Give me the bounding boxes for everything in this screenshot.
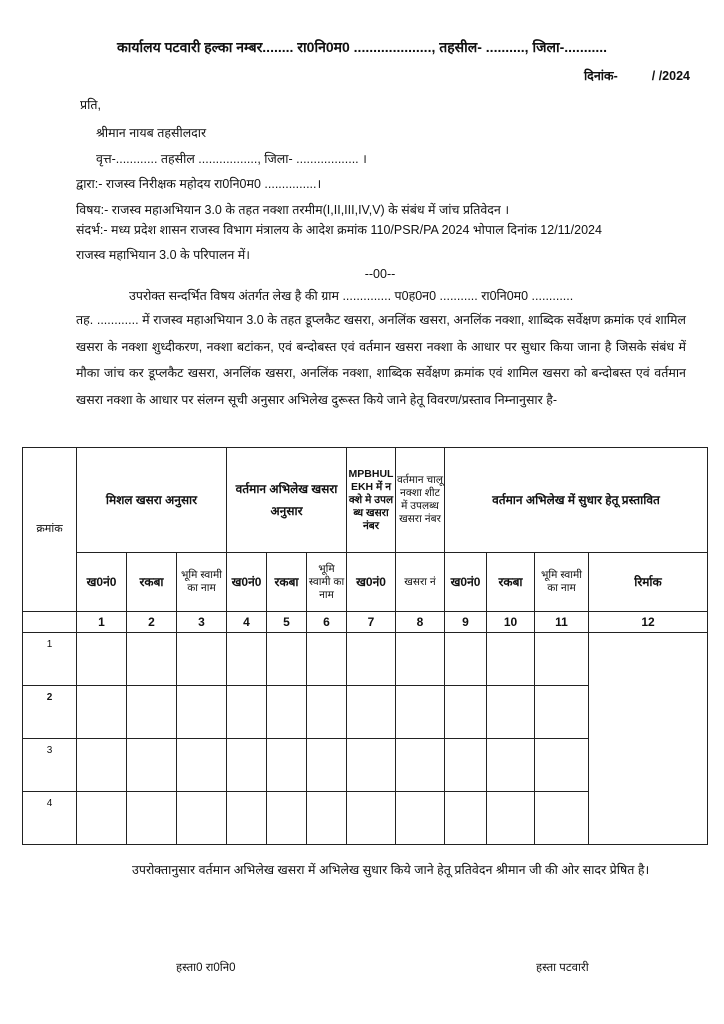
table-cell[interactable] bbox=[487, 686, 535, 739]
table-cell[interactable] bbox=[535, 739, 589, 792]
table-cell[interactable] bbox=[396, 633, 445, 686]
table-cell[interactable] bbox=[177, 686, 227, 739]
table-cell[interactable] bbox=[347, 686, 396, 739]
table-cell[interactable] bbox=[445, 739, 487, 792]
table-cell[interactable] bbox=[347, 792, 396, 845]
sub-header-1: ख0नं0 bbox=[77, 553, 127, 612]
table-cell[interactable] bbox=[127, 633, 177, 686]
sub-header-3: भूमि स्वामी का नाम bbox=[177, 553, 227, 612]
column-number: 12 bbox=[589, 612, 708, 633]
table-cell[interactable] bbox=[396, 686, 445, 739]
table-cell[interactable] bbox=[347, 633, 396, 686]
table-cell[interactable] bbox=[487, 633, 535, 686]
column-number: 2 bbox=[127, 612, 177, 633]
table-cell[interactable] bbox=[487, 792, 535, 845]
table-cell[interactable] bbox=[445, 633, 487, 686]
table-cell[interactable] bbox=[535, 686, 589, 739]
table-cell[interactable] bbox=[487, 739, 535, 792]
office-title: कार्यालय पटवारी हल्का नम्बर........ रा0नि0म0 ...................., तहसील- .........., जिला-........... bbox=[116, 39, 608, 55]
table-cell[interactable] bbox=[396, 792, 445, 845]
table-cell[interactable] bbox=[396, 739, 445, 792]
table-cell[interactable] bbox=[77, 739, 127, 792]
sub-header-6: भूमि स्वामी का नाम bbox=[307, 553, 347, 612]
closing-paragraph: उपरोक्तानुसार वर्तमान अभिलेख खसरा में अभिलेख सुधार किये जाने हेतू प्रतिवेदन श्रीमान जी की ओर सादर प्रेषित है। bbox=[132, 863, 650, 877]
table-cell[interactable] bbox=[127, 792, 177, 845]
table-cell[interactable] bbox=[267, 633, 307, 686]
signature-revenue-inspector: हस्ता0 रा0नि0 bbox=[176, 962, 236, 974]
sub-header-2: रकबा bbox=[127, 553, 177, 612]
row-serial: 1 bbox=[23, 633, 77, 686]
table-cell[interactable] bbox=[177, 739, 227, 792]
table-cell[interactable] bbox=[267, 686, 307, 739]
details-table bbox=[22, 447, 708, 845]
column-number: 4 bbox=[227, 612, 267, 633]
date-line bbox=[584, 67, 690, 84]
reference-line-continued: राजस्व महाभियान 3.0 के परिपालन में। bbox=[76, 248, 250, 262]
date-value: / /2024 bbox=[651, 69, 690, 83]
column-number: 9 bbox=[445, 612, 487, 633]
proposed-header: वर्तमान अभिलेख में सुधार हेतू प्रस्तावित bbox=[445, 448, 708, 553]
row-serial: 3 bbox=[23, 739, 77, 792]
column-number: 10 bbox=[487, 612, 535, 633]
reference-line: संदर्भ:- मध्य प्रदेश शासन राजस्व विभाग मंत्रालय के आदेश क्रमांक 110/PSR/PA 2024 भोपाल दिनांक 12/11/2024 bbox=[76, 223, 602, 237]
table-cell[interactable] bbox=[127, 739, 177, 792]
mishal-header: मिशल खसरा अनुसार bbox=[77, 448, 227, 553]
table-cell[interactable] bbox=[77, 792, 127, 845]
column-number: 11 bbox=[535, 612, 589, 633]
column-number: 8 bbox=[396, 612, 445, 633]
table-cell[interactable] bbox=[307, 739, 347, 792]
body-paragraph: तह. ............ में राजस्व महाअभियान 3.0 के तहत डूप्लकैट खसरा, अनलिंक खसरा, अनलिंक नक्शा, शाब्दिक सर्वेक्षण क्रमांक एवं शामिल खसरा के नक्शा शुध्दीकरण, नक्शा बटांकन, एवं बन्दोबस्त एवं वर्तमान खसरा नक्शा के आधार पर सुधार किया जाना है जिसके संबंध में मौका जांच कर डूप्लकैट खसरा, अनलिंक खसरा, अनलिंक नक्शा, शाब्दिक सर्वेक्षण क्रमांक एवं शामिल खसरा को बन्दोबस्त एवं वर्तमान खसरा नक्शा के आधार पर संलग्न सूची अनुसार अभिलेख दुरूस्त किये जाने हेतू विवरण/प्रस्ताव निम्नानुसार है- bbox=[76, 313, 686, 407]
table-cell[interactable] bbox=[177, 792, 227, 845]
table-cell[interactable] bbox=[227, 686, 267, 739]
table-cell[interactable] bbox=[227, 739, 267, 792]
table-cell[interactable] bbox=[445, 792, 487, 845]
sub-header-5: रकबा bbox=[267, 553, 307, 612]
current-sheet-header: वर्तमान चालू नक्शा शीट में उपलब्ध खसरा नंबर bbox=[396, 448, 445, 553]
current-record-header: वर्तमान अभिलेख खसरा अनुसार bbox=[227, 448, 347, 553]
table-cell[interactable] bbox=[177, 633, 227, 686]
row-serial: 4 bbox=[23, 792, 77, 845]
column-number: 5 bbox=[267, 612, 307, 633]
table-cell[interactable] bbox=[307, 686, 347, 739]
column-number-blank bbox=[23, 612, 77, 633]
table-cell[interactable] bbox=[267, 739, 307, 792]
separator: --00-- bbox=[364, 267, 396, 281]
subject-line: विषय:- राजस्व महाअभियान 3.0 के तहत नक्शा तरमीम(I,II,III,IV,V) के संबंध में जांच प्रतिवेदन । bbox=[76, 203, 510, 217]
table-cell[interactable] bbox=[445, 686, 487, 739]
column-number: 6 bbox=[307, 612, 347, 633]
table-cell[interactable] bbox=[307, 792, 347, 845]
table-cell[interactable] bbox=[535, 792, 589, 845]
table-cell[interactable] bbox=[347, 739, 396, 792]
to-label: प्रति, bbox=[80, 98, 101, 112]
date-label: दिनांक- bbox=[583, 69, 618, 83]
sub-header-12: रिर्माक bbox=[589, 553, 708, 612]
column-number: 3 bbox=[177, 612, 227, 633]
mpbhulekh-header: MPBHULEKH में नक्शे मे उपलब्ध खसरा नंबर bbox=[347, 448, 396, 553]
sub-header-9: ख0नं0 bbox=[445, 553, 487, 612]
table-cell[interactable] bbox=[307, 633, 347, 686]
table-cell[interactable] bbox=[267, 792, 307, 845]
sub-header-11: भूमि स्वामी का नाम bbox=[535, 553, 589, 612]
sub-header-8: खसरा नं bbox=[396, 553, 445, 612]
sub-header-4: ख0नं0 bbox=[227, 553, 267, 612]
recipient-location: वृत्त-............ तहसील ................., जिला- .................. । bbox=[96, 152, 367, 166]
body-first-line: उपरोक्त सन्दर्भित विषय अंतर्गत लेख है की ग्राम .............. प0ह0न0 ........... रा0नि0म0 ............ bbox=[129, 289, 574, 303]
table-cell[interactable] bbox=[227, 633, 267, 686]
table-cell[interactable] bbox=[77, 686, 127, 739]
recipient: श्रीमान नायब तहसीलदार bbox=[96, 126, 207, 140]
column-number: 7 bbox=[347, 612, 396, 633]
signature-patwari: हस्ता पटवारी bbox=[536, 962, 589, 974]
table-cell[interactable] bbox=[77, 633, 127, 686]
serial-header: क्रमांक bbox=[23, 448, 77, 612]
row-serial: 2 bbox=[23, 686, 77, 739]
remark-cell[interactable] bbox=[589, 633, 708, 845]
table-cell[interactable] bbox=[127, 686, 177, 739]
column-number: 1 bbox=[77, 612, 127, 633]
table-cell[interactable] bbox=[535, 633, 589, 686]
sub-header-10: रकबा bbox=[487, 553, 535, 612]
via-line: द्वारा:- राजस्व निरीक्षक महोदय रा0नि0म0 ...............। bbox=[76, 177, 322, 191]
sub-header-7: ख0नं0 bbox=[347, 553, 396, 612]
table-row bbox=[23, 633, 708, 686]
table-cell[interactable] bbox=[227, 792, 267, 845]
